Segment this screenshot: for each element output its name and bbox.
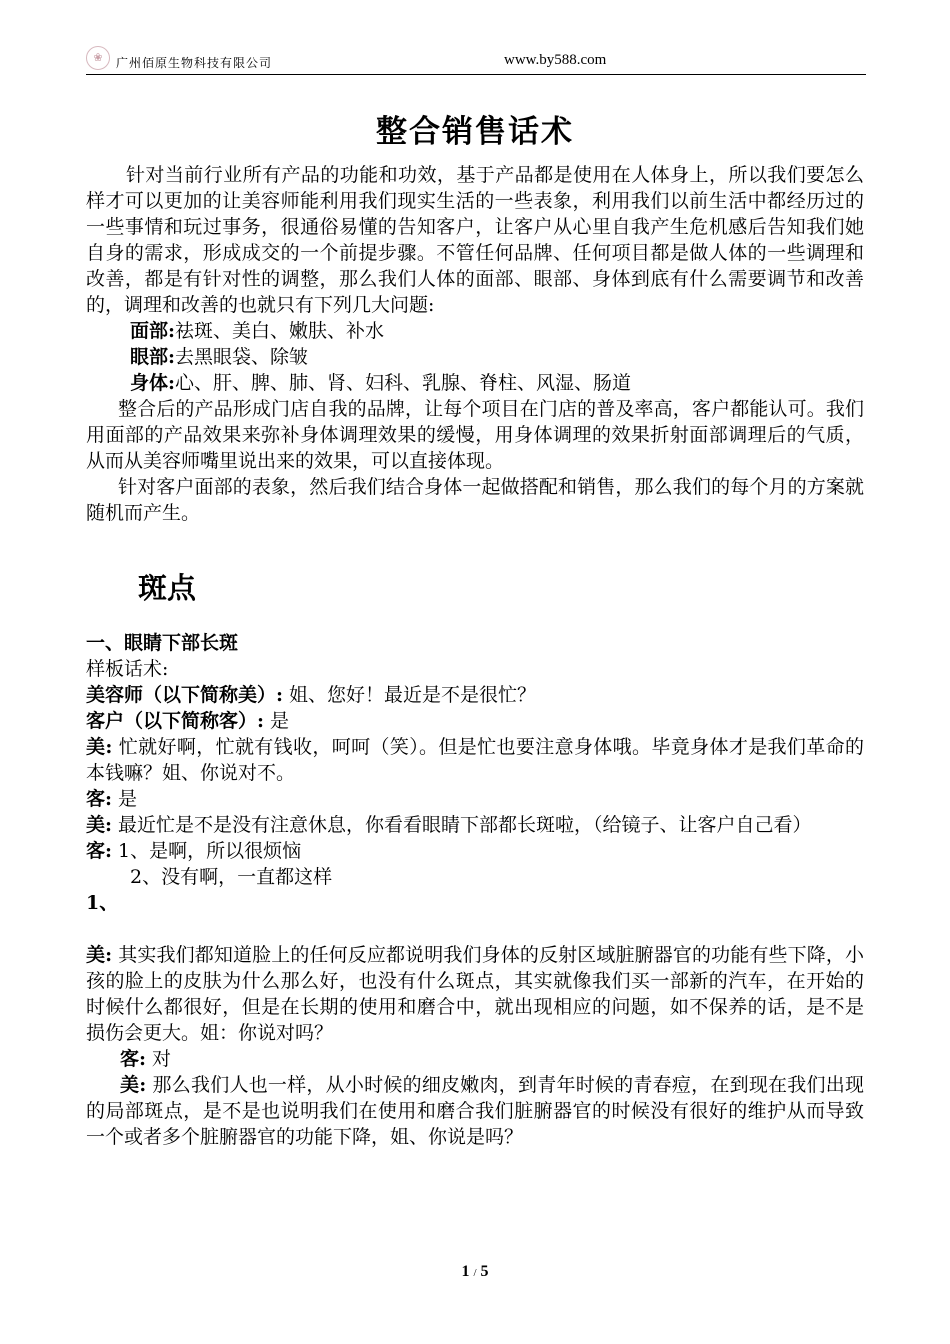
dialogue-line <box>86 734 864 786</box>
problem-text: 祛斑、美白、嫩肤、补水 <box>175 320 385 342</box>
problem-label: 眼部: <box>130 346 176 368</box>
website-url: www.by588.com <box>504 52 607 68</box>
body-paragraph: 整合后的产品形成门店自我的品牌，让每个项目在门店的普及率高，客户都能认可。我们用面部的产品效果来弥补身体调理效果的缓慢，用身体调理的效果折射面部调理后的气质，从而从美容师嘴里说出来的效果，可以直接体现。 <box>86 398 864 472</box>
problem-item <box>86 370 864 396</box>
problem-text: 去黑眼袋、除皱 <box>175 346 309 368</box>
page-header <box>86 50 866 75</box>
dialogue-text: 忙就好啊，忙就有钱收，呵呵（笑）。但是忙也要注意身体哦。毕竟身体才是我们革命的本钱嘛？姐、你说对不。 <box>86 736 864 784</box>
problem-item <box>86 344 864 370</box>
dialogue-line <box>86 1046 864 1072</box>
dialogue-line <box>86 682 864 708</box>
dialogue-line <box>86 942 864 1046</box>
body-paragraph: 针对客户面部的表象，然后我们结合身体一起做搭配和销售，那么我们的每个月的方案就随机而产生。 <box>86 476 864 524</box>
speaker: 美: <box>86 736 113 758</box>
dialogue-text: 姐、您好！最近是不是很忙？ <box>283 684 537 706</box>
branch-label: 1、 <box>86 892 119 914</box>
dialogue-text: 对 <box>146 1048 172 1070</box>
dialogue-line <box>86 812 864 838</box>
speaker: 美容师（以下简称美）: <box>86 684 284 706</box>
dialogue-text: 是 <box>264 710 290 732</box>
dialogue-text: 是 <box>112 788 138 810</box>
speaker: 客: <box>86 788 113 810</box>
dialogue-line <box>86 1072 864 1150</box>
dialogue-line <box>86 786 864 812</box>
speaker: 美: <box>86 814 113 836</box>
dialogue-line <box>86 708 864 734</box>
problem-label: 面部: <box>130 320 176 342</box>
speaker: 客: <box>86 840 113 862</box>
document-title: 整合销售话术 <box>376 114 574 150</box>
dialogue-text: 最近忙是不是没有注意休息，你看看眼睛下部都长斑啦，（给镜子、让客户自己看） <box>112 814 812 836</box>
speaker: 美: <box>86 944 113 966</box>
speaker: 客户（以下简称客）: <box>86 710 265 732</box>
problem-item <box>86 318 864 344</box>
current-page: 1 <box>461 1263 470 1280</box>
document-body <box>86 110 864 1150</box>
dialogue-line <box>86 838 864 864</box>
company-name: 广州佰原生物科技有限公司 <box>116 56 273 70</box>
dialogue-text: 1、是啊，所以很烦恼 <box>112 840 302 862</box>
alternate-reply: 2、没有啊，一直都这样 <box>130 866 333 888</box>
problem-label: 身体: <box>130 372 176 394</box>
page-number <box>0 1263 950 1281</box>
speaker: 美: <box>120 1074 147 1096</box>
company-seal-icon: ❀ <box>86 46 110 70</box>
sub-title: 一、眼睛下部长斑 <box>86 632 239 654</box>
sample-label: 样板话术: <box>86 658 169 680</box>
speaker: 客: <box>120 1048 147 1070</box>
problem-text: 心、肝、脾、肺、肾、妇科、乳腺、脊柱、风湿、肠道 <box>175 372 632 394</box>
page-separator: / <box>473 1267 477 1279</box>
section-title: 斑点 <box>138 571 197 605</box>
intro-paragraph: 针对当前行业所有产品的功能和功效，基于产品都是使用在人体身上，所以我们要怎么样才可以更加的让美容师能利用我们现实生活的一些表象，利用我们以前生活中都经历过的一些事情和玩过事务，很通俗易懂的告知客户，让客户从心里自我产生危机感后告知我们她自身的需求，形成成交的一个前提步骤。不管任何品牌、任何项目都是做人体的一些调理和改善，都是有针对性的调整，那么我们人体的面部、眼部、身体到底有什么需要调节和改善的，调理和改善的也就只有下列几大问题: <box>86 164 864 316</box>
dialogue-text: 其实我们都知道脸上的任何反应都说明我们身体的反射区域脏腑器官的功能有些下降，小孩的脸上的皮肤为什么那么好，也没有什么斑点，其实就像我们买一部新的汽车，在开始的时候什么都很好，但是在长期的使用和磨合中，就出现相应的问题，如不保养的话，是不是损伤会更大。姐：你说对吗？ <box>86 944 864 1044</box>
total-pages: 5 <box>480 1263 489 1280</box>
dialogue-text: 那么我们人也一样，从小时候的细皮嫩肉，到青年时候的青春痘，在到现在我们出现的局部斑点，是不是也说明我们在使用和磨合我们脏腑器官的时候没有很好的维护从而导致一个或者多个脏腑器官的功能下降，姐、你说是吗？ <box>86 1074 864 1148</box>
